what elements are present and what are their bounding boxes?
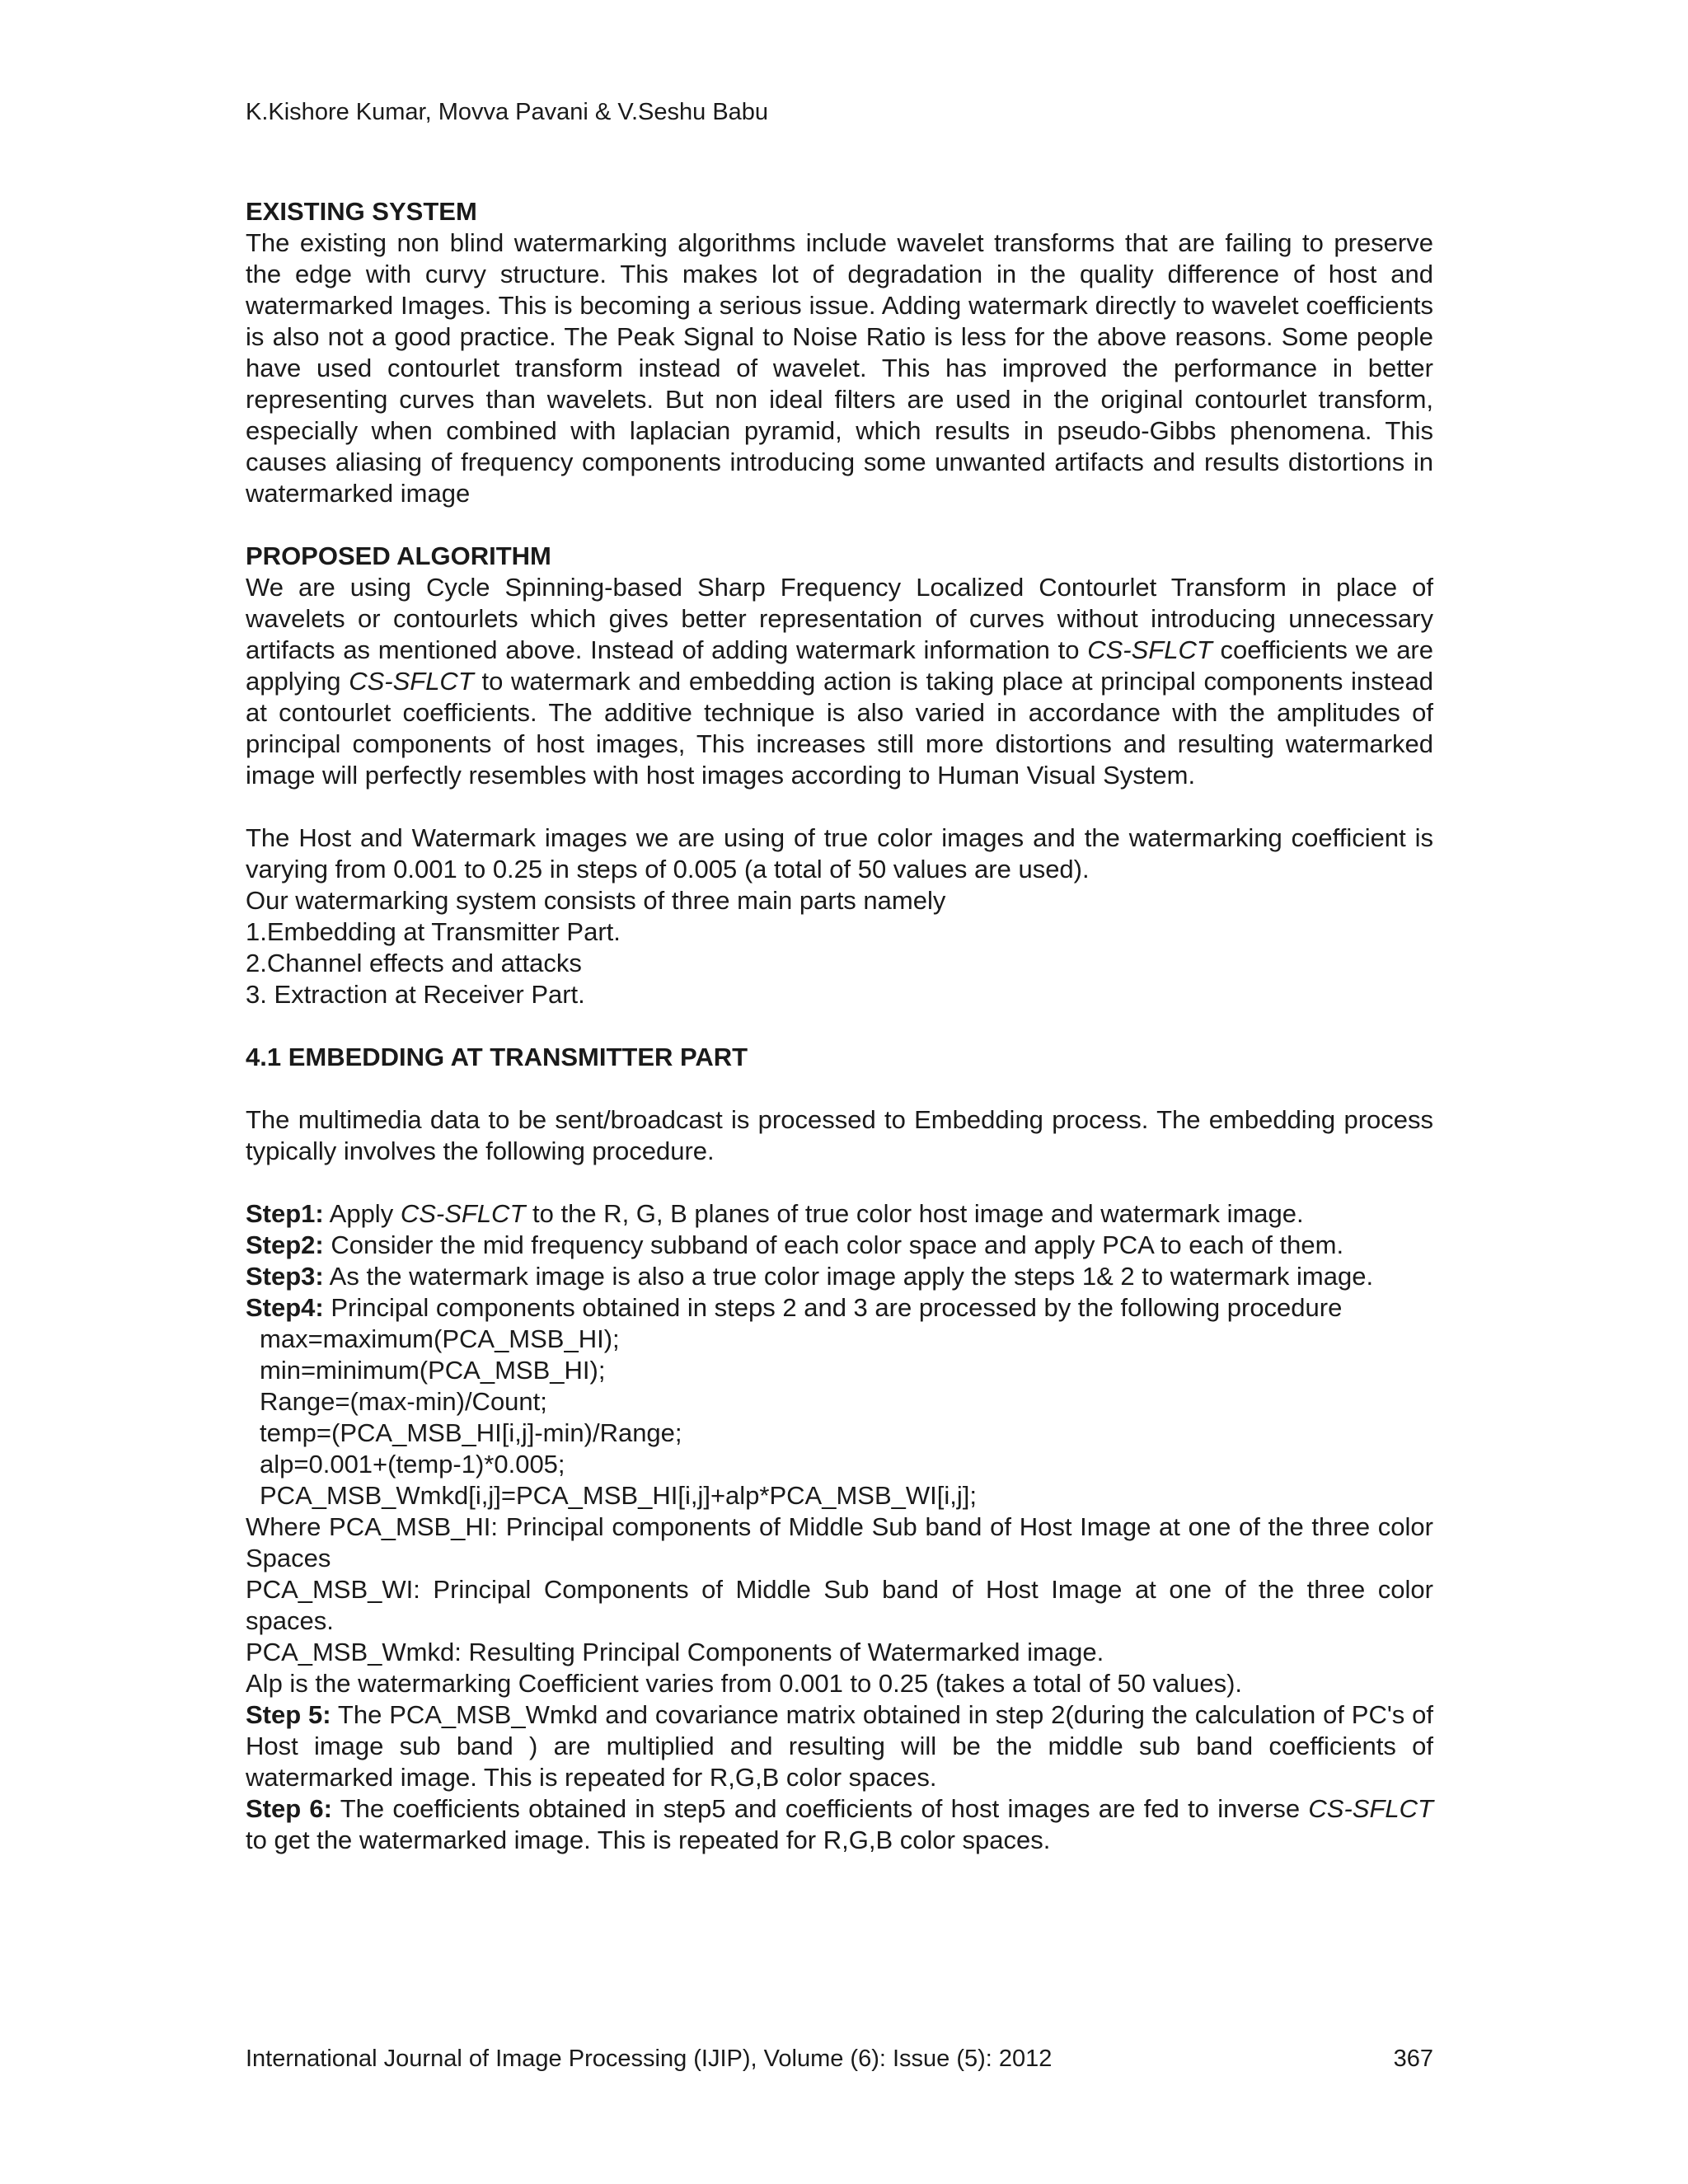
- running-head-authors: K.Kishore Kumar, Movva Pavani & V.Seshu Babu: [246, 99, 769, 125]
- heading-proposed-algorithm: PROPOSED ALGORITHM: [246, 541, 551, 570]
- code-line: Range=(max-min)/Count;: [260, 1387, 547, 1416]
- proposed-paragraph-2: The Host and Watermark images we are using of true color images and the watermarking coefficient is varying from 0.001 to 0.25 in steps of 0.005 (a total of 50 values are used).: [246, 823, 1433, 883]
- code-line: alp=0.001+(temp-1)*0.005;: [260, 1450, 565, 1479]
- definition-hi: Where PCA_MSB_HI: Principal components of Middle Sub band of Host Image at one of the three color Spaces: [246, 1512, 1433, 1572]
- list-item-part-2: 2.Channel effects and attacks: [246, 949, 582, 977]
- step-1: Step1: Apply CS-SFLCT to the R, G, B planes of true color host image and watermark image.: [246, 1199, 1304, 1228]
- footer-journal: International Journal of Image Processing (IJIP), Volume (6): Issue (5): 2012: [246, 2046, 1053, 2072]
- heading-existing-system: EXISTING SYSTEM: [246, 197, 477, 226]
- list-item-part-1: 1.Embedding at Transmitter Part.: [246, 917, 621, 946]
- code-line: PCA_MSB_Wmkd[i,j]=PCA_MSB_HI[i,j]+alp*PCA_MSB_WI[i,j];: [260, 1481, 977, 1510]
- page-number: 367: [1393, 2046, 1433, 2072]
- existing-system-paragraph: The existing non blind watermarking algorithms include wavelet transforms that are failing to preserve the edge with curvy structure. This makes lot of degradation in the quality difference of host and watermarked Images. This is becoming a serious issue. Adding watermark directly to wavelet coefficients is also not a good practice. The Peak Signal to Noise Ratio is less for the above reasons. Some people have used contourlet transform instead of wavelet. This has improved the performance in better representing curves than wavelets. But non ideal filters are used in the original contourlet transform, especially when combined with laplacian pyramid, which results in pseudo-Gibbs phenomena. This causes aliasing of frequency components introducing some unwanted artifacts and results distortions in watermarked image: [246, 228, 1433, 508]
- embedding-intro: The multimedia data to be sent/broadcast is processed to Embedding process. The embedding process typically involves the following procedure.: [246, 1105, 1433, 1165]
- heading-embedding: 4.1 EMBEDDING AT TRANSMITTER PART: [246, 1043, 748, 1071]
- page-content: [246, 196, 1455, 1856]
- step-5: Step 5: The PCA_MSB_Wmkd and covariance matrix obtained in step 2(during the calculation of PC's of Host image sub band ) are multiplied and resulting will be the middle sub band coefficients of watermarked image. This is repeated for R,G,B color spaces.: [246, 1700, 1433, 1792]
- definition-wi: PCA_MSB_WI: Principal Components of Middle Sub band of Host Image at one of the three color spaces.: [246, 1575, 1433, 1635]
- code-line: temp=(PCA_MSB_HI[i,j]-min)/Range;: [260, 1418, 682, 1447]
- proposed-paragraph-3: Our watermarking system consists of three main parts namely: [246, 886, 946, 915]
- step-2: Step2: Consider the mid frequency subband of each color space and apply PCA to each of them.: [246, 1230, 1344, 1259]
- step-4: Step4: Principal components obtained in steps 2 and 3 are processed by the following procedure: [246, 1293, 1343, 1322]
- code-line: min=minimum(PCA_MSB_HI);: [260, 1356, 606, 1385]
- definition-wmkd: PCA_MSB_Wmkd: Resulting Principal Components of Watermarked image.: [246, 1638, 1104, 1666]
- code-line: max=maximum(PCA_MSB_HI);: [260, 1324, 620, 1353]
- step-6: Step 6: The coefficients obtained in step5 and coefficients of host images are fed to inverse CS-SFLCT to get the watermarked image. This is repeated for R,G,B color spaces.: [246, 1794, 1455, 1854]
- step-3: Step3: As the watermark image is also a true color image apply the steps 1& 2 to watermark image.: [246, 1262, 1374, 1291]
- proposed-paragraph-1: We are using Cycle Spinning-based Sharp Frequency Localized Contourlet Transform in place of wavelets or contourlets which gives better representation of curves without introducing unnecessary artifacts as mentioned above. Instead of adding watermark information to CS-SFLCT coefficients we are applying CS-SFLCT to watermark and embedding action is taking place at principal components instead at contourlet coefficients. The additive technique is also varied in accordance with the amplitudes of principal components of host images, This increases still more distortions and resulting watermarked image will perfectly resembles with host images according to Human Visual System.: [246, 573, 1433, 790]
- definition-alp: Alp is the watermarking Coefficient varies from 0.001 to 0.25 (takes a total of 50 values).: [246, 1669, 1243, 1698]
- list-item-part-3: 3. Extraction at Receiver Part.: [246, 980, 585, 1009]
